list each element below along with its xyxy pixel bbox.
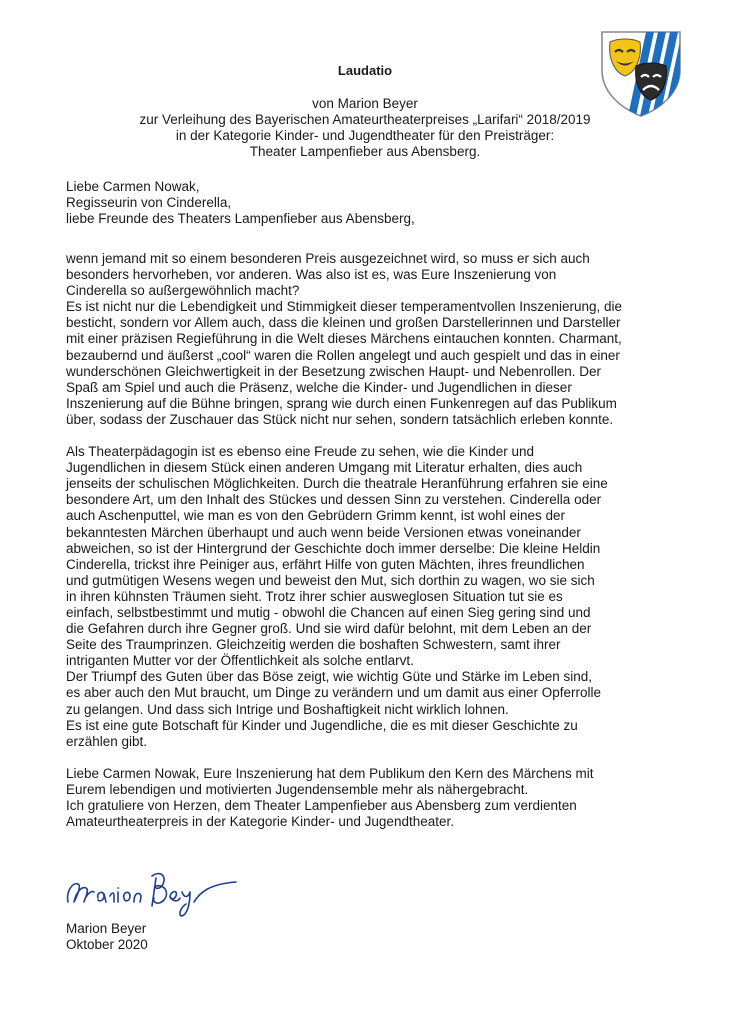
salutation [66,179,415,227]
text-line: abweichen, so ist der Hintergrund der Geschichte doch immer derselbe: Die kleine Heldin [66,540,601,556]
text-line: wunderschönen Gleichwertigkeit in der Besetzung zwischen Haupt- und Nebenrollen. Der [66,363,602,379]
text-line: Es ist eine gute Botschaft für Kinder und Jugendliche, die es mit dieser Geschichte zu [66,717,578,733]
text-line: und gutmütigen Wesens wegen und beweist den Mut, sich dorthin zu wagen, wo sie sich [66,572,595,588]
text-line: es aber auch den Mut braucht, um Dinge zu verändern und um damit aus einer Opferrolle [66,685,602,701]
salutation-line: Liebe Carmen Nowak, [66,179,200,194]
text-line: zu gelangen. Und dass sich Intrige und Boshaftigkeit nicht wirklich lohnen. [66,701,509,717]
handwritten-signature [60,862,240,920]
text-line: Ich gratuliere von Herzen, dem Theater Lampenfieber aus Abensberg zum verdienten [66,798,577,813]
paragraph-2 [66,444,666,750]
text-line: Eurem lebendigen und motivierten Jugendensemble mehr als nähergebracht. [66,781,529,797]
paragraph-3 [66,766,666,830]
intro-line: in der Kategorie Kinder- und Jugendtheater für den Preisträger: [175,128,555,143]
text-line: bezaubernd und äußerst „cool“ waren die Rollen angelegt und auch gespielt und das in einer [66,347,620,363]
text-line: bekanntesten Märchen überhaupt und auch wenn beide Versionen etwas voneinander [66,524,581,540]
text-line: besticht, sondern vor Allem auch, dass die kleinen und großen Darstellerinnen und Darsteller [66,315,621,331]
text-line: besonders hervorheben, vor anderen. Was also ist es, was Eure Inszenierung von [66,267,557,283]
text-line: Der Triumpf des Guten über das Böse zeigt, wie wichtig Güte und Stärke im Leben sind, [66,669,593,685]
text-line: über, sodass der Zuschauer das Stück nicht nur sehen, sondern tatsächlich erleben konnte. [66,411,614,427]
text-line: Seite des Traumprinzen. Gleichzeitig werden die boshaften Schwestern, samt ihrer [66,637,561,653]
text-line: Jugendlichen in diesem Stück einen anderen Umgang mit Literatur erhalten, dies auch [66,460,583,476]
text-line: besondere Art, um den Inhalt des Stückes und dessen Sinn zu verstehen. Cinderella oder [66,492,602,508]
text-line: Als Theaterpädagogin ist es ebenso eine Freude zu sehen, wie die Kinder und [66,444,535,460]
closing-block [66,921,148,953]
paragraph-gap [66,428,666,444]
salutation-line: Regisseurin von Cinderella, [66,195,232,210]
letter-body [66,251,666,830]
paragraph-gap [66,750,666,766]
text-line: Liebe Carmen Nowak, Eure Inszenierung hat dem Publikum den Kern des Märchens mit [66,765,594,781]
intro-line: von Marion Beyer [312,96,418,111]
text-line: Es ist nicht nur die Lebendigkeit und Stimmigkeit dieser temperamentvollen Inszenierung, die [66,299,623,315]
text-line: in ihren kühnsten Träumen sieht. Trotz ihrer schier ausweglosen Situation tut sie es [66,588,563,604]
text-line: intriganten Mutter vor der Öffentlichkeit als solche entlarvt. [66,653,414,669]
text-line: Cinderella, trickst ihre Peiniger aus, erfährt Hilfe von guten Mächten, ihres freundlichen [66,556,585,572]
text-line: Spaß am Spiel und auch die Präsenz, welche die Kinder- und Jugendlichen in dieser [66,379,572,395]
text-line: Inszenierung auf die Bühne bringen, sprang wie durch einen Funkenregen auf das Publikum [66,395,617,411]
text-line: wenn jemand mit so einem besonderen Preis ausgezeichnet wird, so muss er sich auch [66,251,590,266]
document-date: Oktober 2020 [66,937,148,952]
paragraph-1 [66,251,666,428]
text-line: Amateurtheaterpreis in der Kategorie Kinder- und Jugendtheater. [66,814,454,830]
document-title: Laudatio [337,63,393,78]
intro-line: zur Verleihung des Bayerischen Amateurtheaterpreises „Larifari“ 2018/2019 [139,112,591,127]
text-line: einfach, selbstbestimmt und mutig - obwohl die Chancen auf einen Sieg gering sind und [66,604,591,620]
text-line: jenseits der schulischen Möglichkeiten. Durch die theatrale Heranführung erfahren sie eine [66,476,608,492]
text-line: die Gefahren durch ihre Gegner groß. Und sie wird dafür belohnt, mit dem Leben an der [66,621,592,637]
text-line: erzählen gibt. [66,733,148,749]
text-line: Cinderella so außergewöhnlich macht? [66,283,300,299]
author-name: Marion Beyer [66,921,147,936]
text-line: mit einer präzisen Regieführung in die Welt dieses Märchens eintauchen konnten. Charmant, [66,331,622,347]
intro-line: Theater Lampenfieber aus Abensberg. [249,144,481,159]
salutation-line: liebe Freunde des Theaters Lampenfieber aus Abensberg, [66,211,415,226]
text-line: auch Aschenputtel, wie man es von den Gebrüdern Grimm kennt, ist wohl eines der [66,508,566,524]
document-intro [0,96,730,160]
